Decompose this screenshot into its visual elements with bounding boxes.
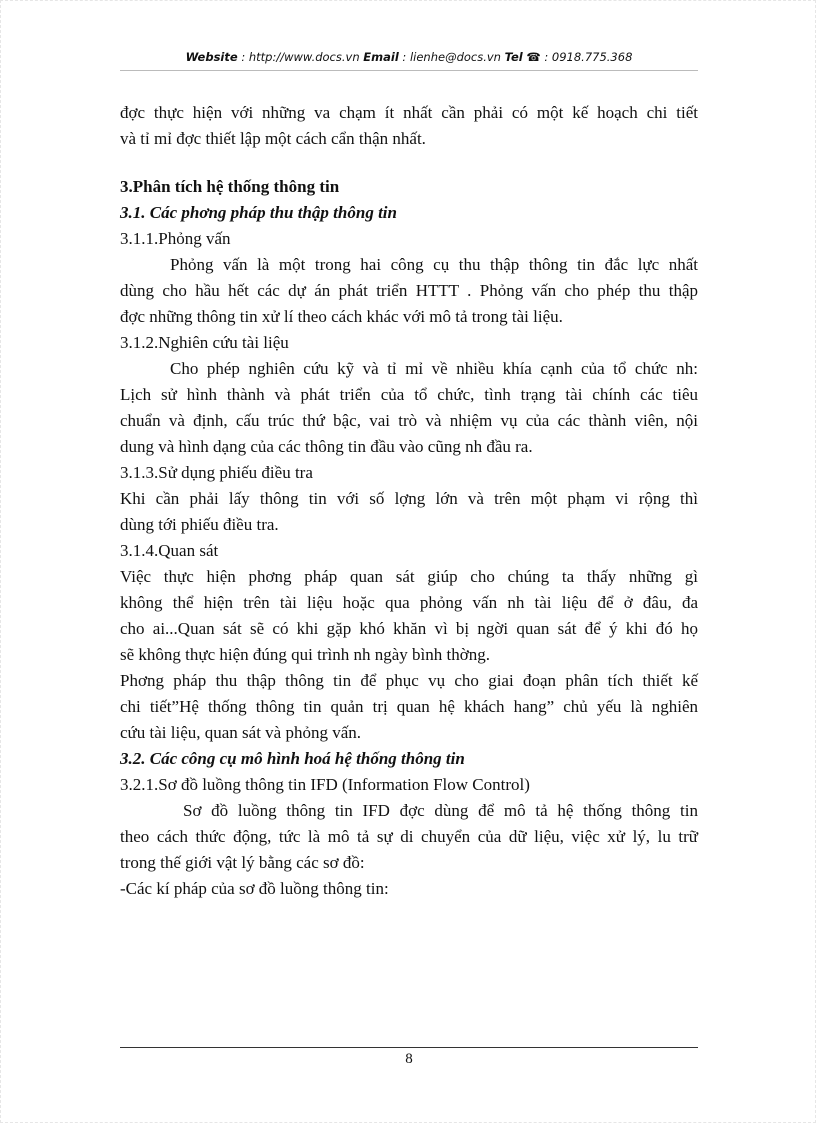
text-line: dùng cho hầu hết các dự án phát triển HTTT . Phỏng vấn cho phép thu thập xyxy=(120,281,698,300)
text-line: Sơ đồ luồng thông tin IFD đợc dùng để mô tả hệ thống thông tin xyxy=(183,801,698,820)
sub-subsection-heading: 3.2.1.Sơ đồ luồng thông tin IFD (Information Flow Control) xyxy=(120,775,530,794)
text-line: dung và hình dạng của các thông tin đầu vào cũng nh đầu ra. xyxy=(120,437,533,456)
text-line: chuẩn và định, cấu trúc thứ bậc, vai trò và nhiệm vụ của các thành viên, nội xyxy=(120,411,698,430)
text-line: -Các kí pháp của sơ đồ luồng thông tin: xyxy=(120,879,389,898)
text-line: đợc những thông tin xử lí theo cách khác với mô tả trong tài liệu. xyxy=(120,307,563,326)
subsection-heading: 3.2. Các công cụ mô hình hoá hệ thống thông tin xyxy=(120,749,465,768)
tel-value: : 0918.775.368 xyxy=(540,50,633,64)
phone-icon: ☎ xyxy=(526,50,541,64)
header-rule xyxy=(120,70,698,71)
email-value: : lienhe@docs.vn xyxy=(398,50,505,64)
tel-label: Tel xyxy=(504,50,523,64)
page-header xyxy=(120,50,698,64)
subsection-heading: 3.1. Các phơng pháp thu thập thông tin xyxy=(120,203,397,222)
spacer xyxy=(120,152,698,174)
text-line: Phỏng vấn là một trong hai công cụ thu thập thông tin đắc lực nhất xyxy=(170,255,698,274)
sub-subsection-heading: 3.1.4.Quan sát xyxy=(120,541,219,560)
website-label: Website xyxy=(185,50,238,64)
text-line: và tỉ mỉ đợc thiết lập một cách cẩn thận nhất. xyxy=(120,129,426,148)
text-line: đợc thực hiện với những va chạm ít nhất cần phải có một kế hoạch chi tiết xyxy=(120,103,698,122)
text-line: cứu tài liệu, quan sát và phỏng vấn. xyxy=(120,723,362,742)
text-line: dùng tới phiếu điều tra. xyxy=(120,515,279,534)
text-line: theo cách thức động, tức là mô tả sự di chuyển của dữ liệu, việc xử lý, lu trữ xyxy=(120,827,698,846)
text-line: không thể hiện trên tài liệu hoặc qua phỏng vấn nh tài liệu để ở đâu, đa xyxy=(120,593,698,612)
page-number: 8 xyxy=(405,1051,413,1067)
footer-rule xyxy=(120,1047,698,1048)
section-heading: 3.Phân tích hệ thống thông tin xyxy=(120,177,340,196)
text-line: chi tiết”Hệ thống thông tin quản trị quan hệ khách hang” chủ yếu là nghiên xyxy=(120,697,698,716)
text-line: Lịch sử hình thành và phát triển của tổ chức, tình trạng tài chính các tiêu xyxy=(120,385,698,404)
text-line: Khi cần phải lấy thông tin với số lợng lớn và trên một phạm vi rộng thì xyxy=(120,489,698,508)
email-label: Email xyxy=(363,50,399,64)
sub-subsection-heading: 3.1.3.Sử dụng phiếu điều tra xyxy=(120,463,313,482)
sub-subsection-heading: 3.1.1.Phỏng vấn xyxy=(120,229,231,248)
document-body xyxy=(120,100,698,902)
text-line: sẽ không thực hiện đúng qui trình nh ngày bình thờng. xyxy=(120,645,490,664)
text-line: Việc thực hiện phơng pháp quan sát giúp cho chúng ta thấy những gì xyxy=(120,567,698,586)
sub-subsection-heading: 3.1.2.Nghiên cứu tài liệu xyxy=(120,333,289,352)
text-line: cho ai...Quan sát sẽ có khi gặp khó khăn vì bị ngời quan sát để ý khi đó họ xyxy=(120,619,698,638)
text-line: Phơng pháp thu thập thông tin để phục vụ cho giai đoạn phân tích thiết kế xyxy=(120,671,698,690)
text-line: trong thế giới vật lý bằng các sơ đồ: xyxy=(120,853,365,872)
website-value: : http://www.docs.vn xyxy=(237,50,364,64)
text-line: Cho phép nghiên cứu kỹ và tỉ mỉ về nhiều khía cạnh của tổ chức nh: xyxy=(170,359,698,378)
